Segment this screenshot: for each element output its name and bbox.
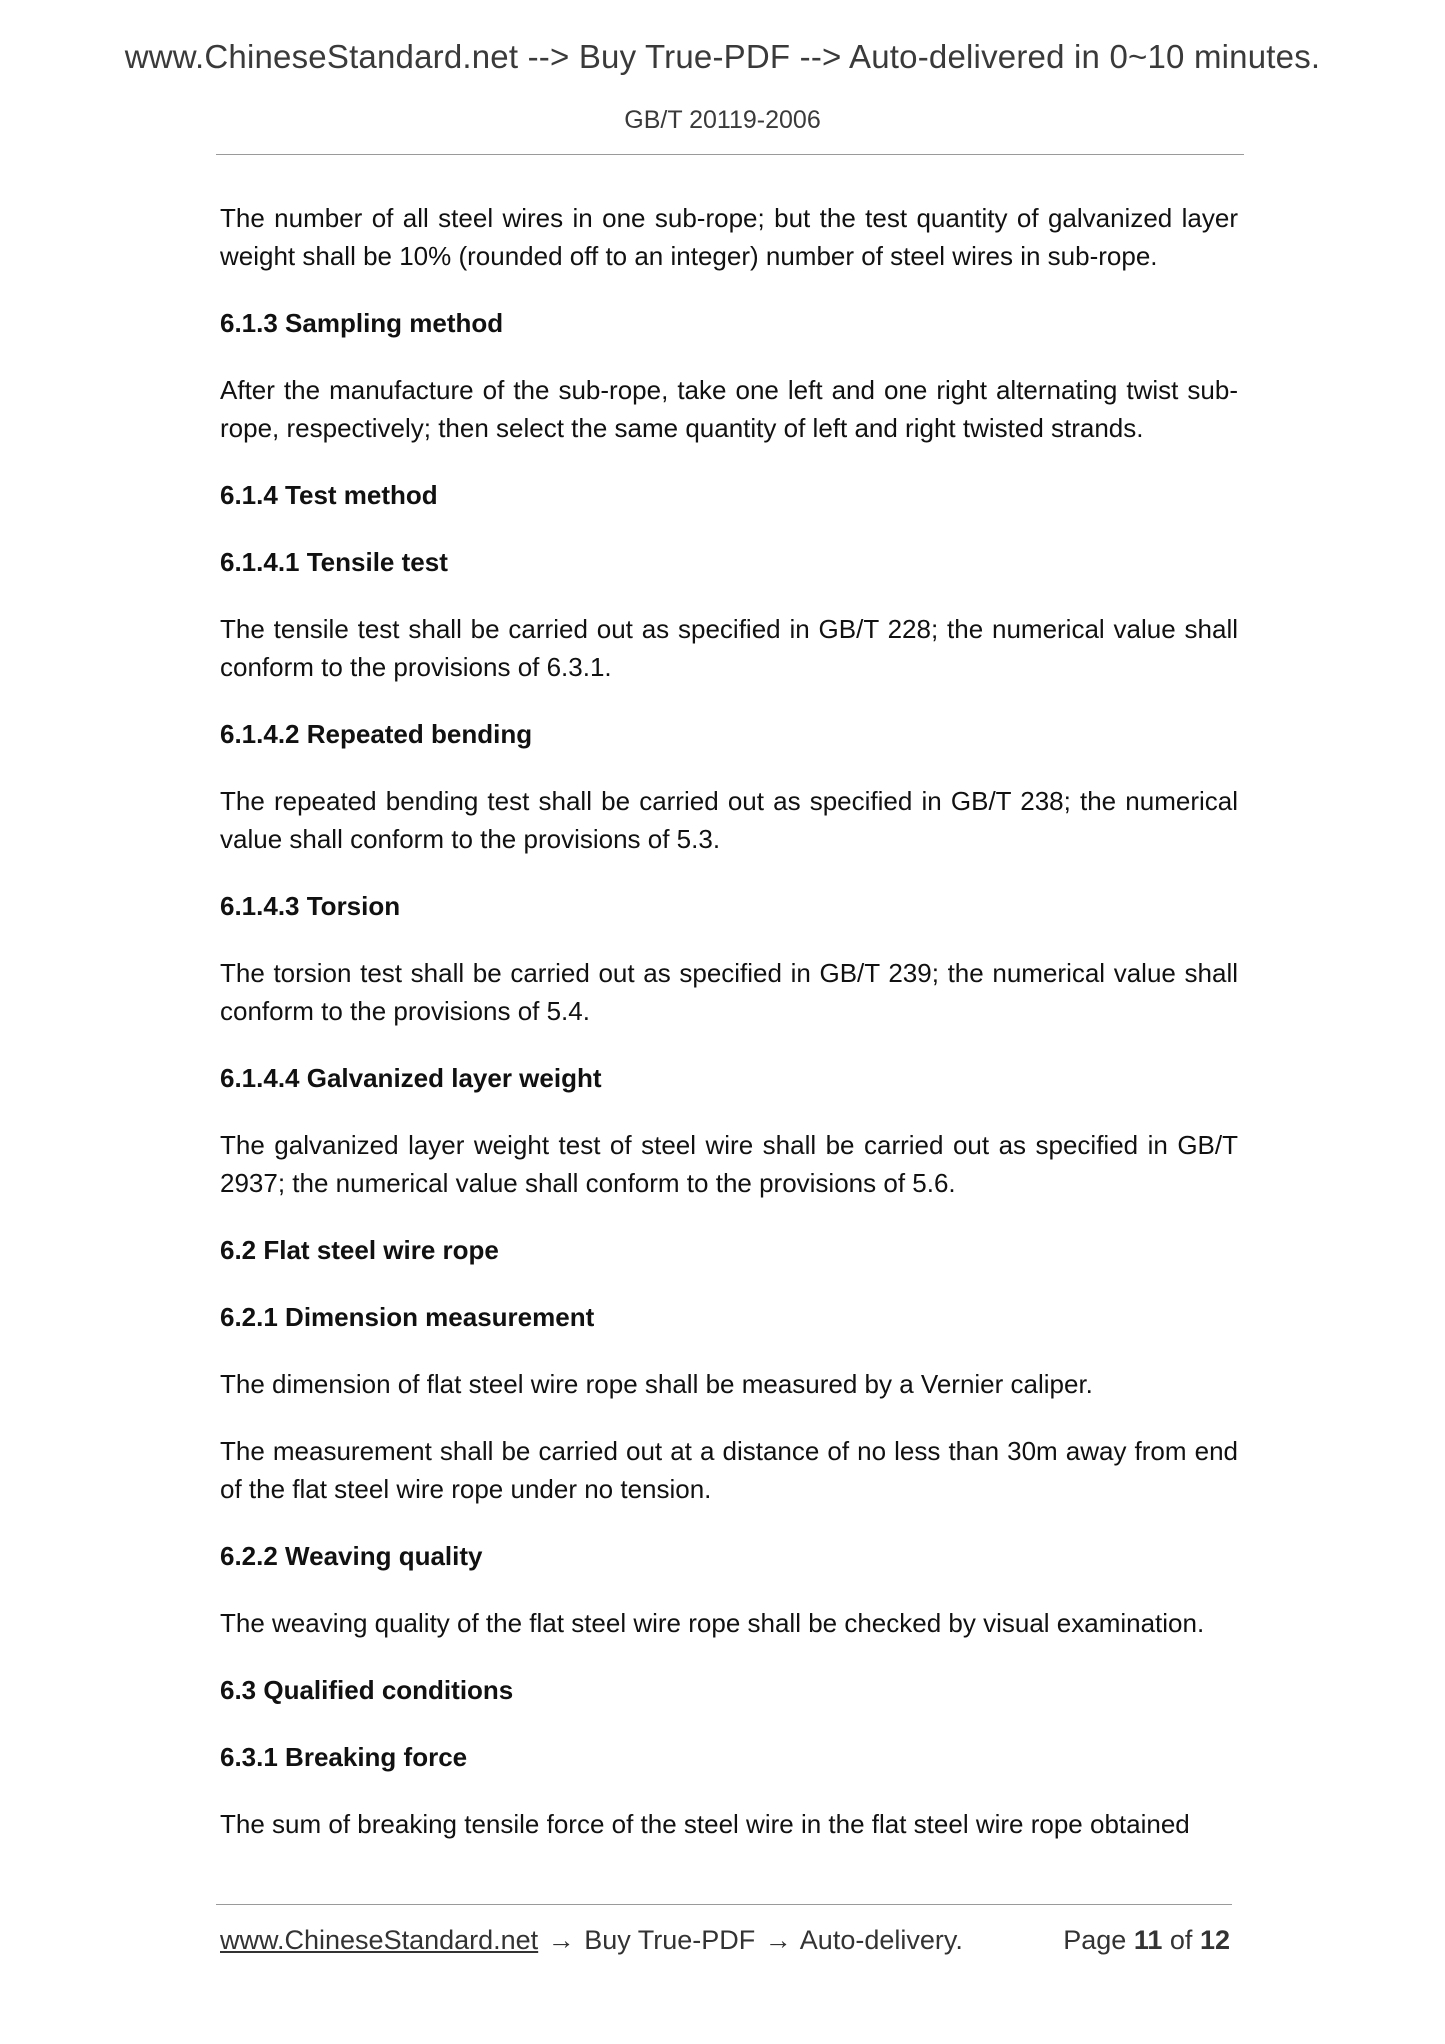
header-divider bbox=[216, 154, 1244, 155]
page-number bbox=[1063, 1925, 1230, 1956]
page-content bbox=[220, 199, 1238, 1872]
top-banner: www.ChineseStandard.net --> Buy True-PDF --> Auto-delivered in 0~10 minutes. bbox=[124, 38, 1321, 75]
paragraph-6-1-3: After the manufacture of the sub-rope, take one left and one right alternating twist sub-rope, respectively; then select the same quantity of left and right twisted strands. bbox=[220, 375, 1238, 443]
paragraph-6-1-4-4: The galvanized layer weight test of steel wire shall be carried out as specified in GB/T 2937; the numerical value shall conform to the provisions of 5.6. bbox=[220, 1130, 1238, 1198]
heading-6-1-4-1: 6.1.4.1 Tensile test bbox=[220, 547, 448, 577]
footer-divider bbox=[216, 1904, 1232, 1905]
heading-6-3: 6.3 Qualified conditions bbox=[220, 1675, 514, 1705]
paragraph-6-1-4-1: The tensile test shall be carried out as specified in GB/T 228; the numerical value shall conform to the provisions of 6.3.1. bbox=[220, 614, 1238, 682]
heading-6-1-4: 6.1.4 Test method bbox=[220, 480, 438, 510]
page-current: 11 bbox=[1133, 1925, 1163, 1955]
footer-site-link[interactable]: www.ChineseStandard.net bbox=[220, 1925, 539, 1955]
heading-6-1-4-3: 6.1.4.3 Torsion bbox=[220, 891, 401, 921]
paragraph-intro: The number of all steel wires in one sub-rope; but the test quantity of galvanized layer weight shall be 10% (rounded off to an integer) number of steel wires in sub-rope. bbox=[220, 203, 1238, 271]
paragraph-6-2-1-a: The dimension of flat steel wire rope shall be measured by a Vernier caliper. bbox=[220, 1369, 1093, 1399]
arrow-right-icon: → bbox=[764, 1925, 792, 1955]
paragraph-6-2-2: The weaving quality of the flat steel wire rope shall be checked by visual examination. bbox=[220, 1608, 1205, 1638]
of-label: of bbox=[1169, 1925, 1193, 1955]
heading-6-2-2: 6.2.2 Weaving quality bbox=[220, 1541, 483, 1571]
footer-buy-text: Buy True-PDF bbox=[584, 1925, 756, 1955]
heading-6-2: 6.2 Flat steel wire rope bbox=[220, 1235, 499, 1265]
paragraph-6-1-4-2: The repeated bending test shall be carried out as specified in GB/T 238; the numerical value shall conform to the provisions of 5.3. bbox=[220, 786, 1238, 854]
heading-6-1-4-2: 6.1.4.2 Repeated bending bbox=[220, 719, 533, 749]
heading-6-1-4-4: 6.1.4.4 Galvanized layer weight bbox=[220, 1063, 602, 1093]
footer-delivery-text: Auto-delivery. bbox=[799, 1925, 963, 1955]
paragraph-6-1-4-3: The torsion test shall be carried out as specified in GB/T 239; the numerical value shall conform to the provisions of 5.4. bbox=[220, 958, 1238, 1026]
document-code: GB/T 20119-2006 bbox=[624, 106, 821, 134]
heading-6-1-3: 6.1.3 Sampling method bbox=[220, 308, 504, 338]
footer-links bbox=[220, 1925, 963, 1956]
heading-6-3-1: 6.3.1 Breaking force bbox=[220, 1742, 468, 1772]
paragraph-6-2-1-b: The measurement shall be carried out at a distance of no less than 30m away from end of the flat steel wire rope under no tension. bbox=[220, 1436, 1238, 1504]
arrow-right-icon: → bbox=[547, 1925, 575, 1955]
page-total: 12 bbox=[1199, 1925, 1230, 1955]
page-label: Page bbox=[1063, 1925, 1127, 1955]
paragraph-6-3-1: The sum of breaking tensile force of the steel wire in the flat steel wire rope obtained bbox=[220, 1809, 1190, 1839]
heading-6-2-1: 6.2.1 Dimension measurement bbox=[220, 1302, 595, 1332]
